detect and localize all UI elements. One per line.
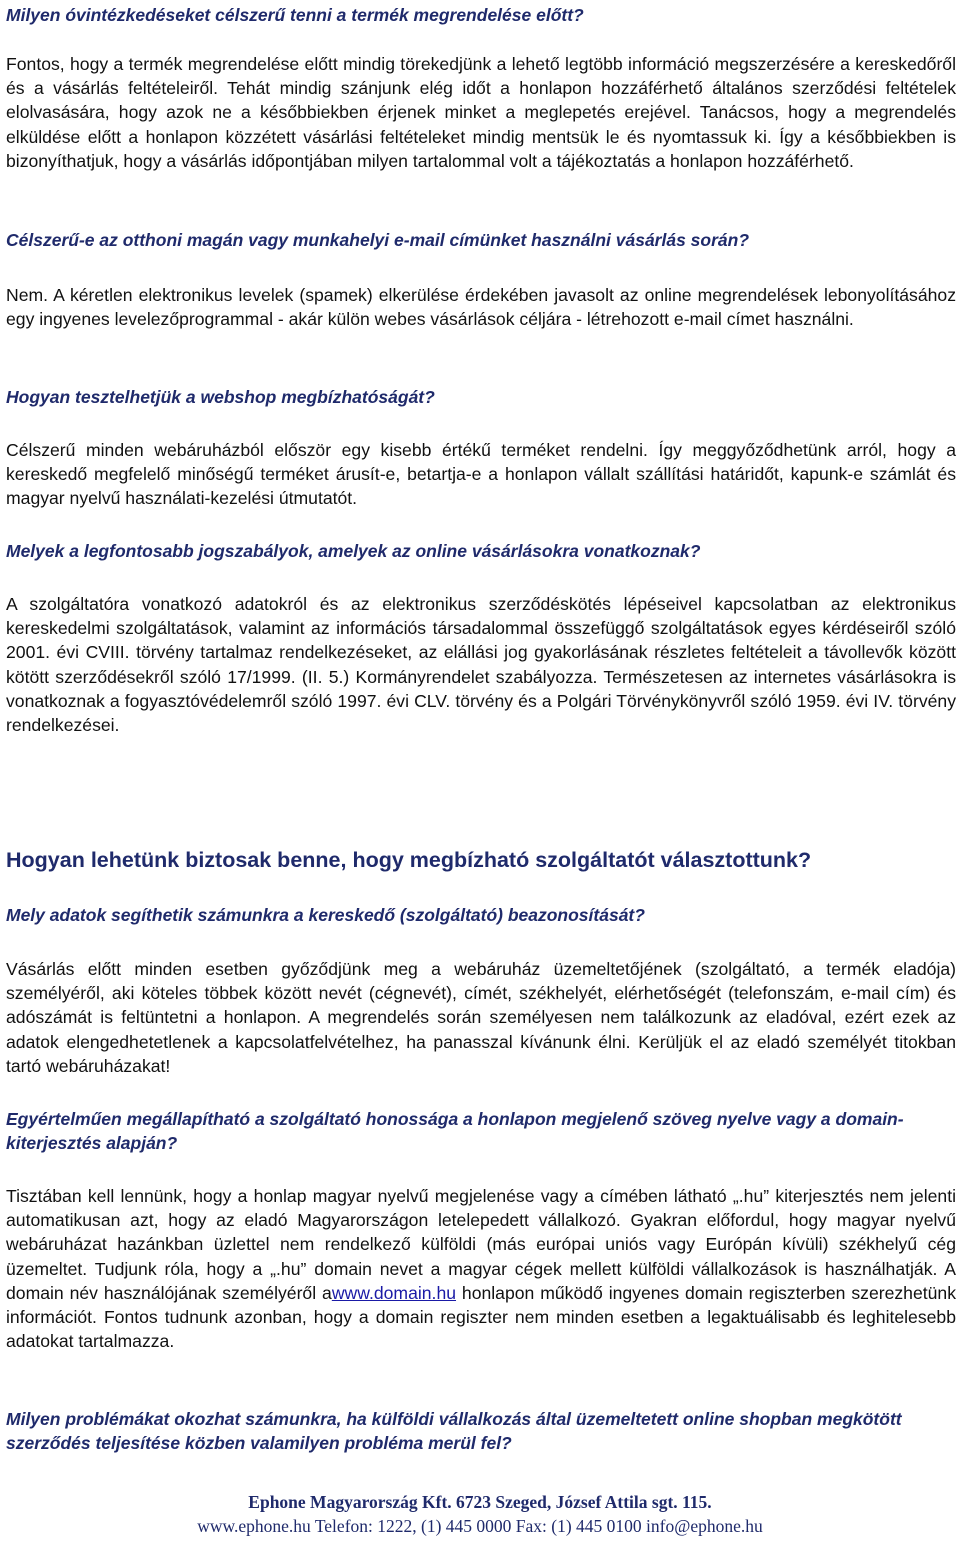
paragraph-identify-seller: Vásárlás előtt minden esetben győződjünk meg a webáruház üzemeltetőjének (szolgáltató, a termék eladója) személyéről, aki köteles többek között nevét (cégnevét), címét, székhelyét, elérhetőségét (telefonszám, e-mail cím) és adószámát is feltüntetni a honlapon. A megrendelés során személyesen nem találkozunk az eladóval, ezért ezek az adatok elengedhetetlenek a kapcsolatfelvételhez, ha panasszal kívánunk élni. Kerüljük el az eladó személyét titokban tartó webáruházakat!	[6, 959, 956, 1076]
footer-contact-line: www.ephone.hu Telefon: 1222, (1) 445 0000 Fax: (1) 445 0100 info@ephone.hu	[197, 1516, 763, 1536]
question-identify-seller: Mely adatok segíthetik számunkra a kereskedő (szolgáltató) beazonosítását?	[6, 905, 645, 925]
footer	[0, 1490, 960, 1538]
question-email: Célszerű-e az otthoni magán vagy munkahelyi e-mail címünket használni vásárlás során?	[6, 230, 750, 250]
question-laws: Melyek a legfontosabb jogszabályok, amelyek az online vásárlásokra vonatkoznak?	[6, 541, 701, 561]
paragraph-email: Nem. A kéretlen elektronikus levelek (spamek) elkerülése érdekében javasolt az online megrendelések lebonyolításához egy ingyenes levelezőprogrammal - akár külön webes vásárlások céljára - létrehozott e-mail címet használni.	[6, 285, 956, 330]
paragraph-domain-text-before: Tisztában kell lennünk, hogy a honlap magyar nyelvű megjelenése vagy a címében látható „.hu” kiterjesztés nem jelenti automatikusan azt, hogy az eladó Magyarországon letelepedett vállalkozó. Gyakran előfordul, hogy magyar nyelvű webáruházat hazánkban üzlettel nem rendelkező külföldi (más európai uniós vagy Európán kívüli) székhelyű cég üzemeltet. Tudjunk róla, hogy a „.hu” domain nevet a magyar cégek mellett külföldi vállalkozások is használhatják. A domain név használójának személyéről a	[6, 1186, 956, 1303]
paragraph-domain-text-after: honlapon működő ingyenes domain regiszterben szerezhetünk információt. Fontos tudnunk azonban, hogy a domain regiszter nem minden esetben a legaktuálisabb és leghitelesebb adatokat tartalmazza.	[6, 1282, 956, 1352]
paragraph-laws: A szolgáltatóra vonatkozó adatokról és az elektronikus szerződéskötés lépéseivel kapcsolatban az elektronikus kereskedelmi szolgáltatások, valamint az információs társadalommal összefüggő szolgáltatások egyes kérdéseiről szóló 2001. évi CVIII. törvény tartalmaz rendelkezéseket, az elállási jog gyakorlásának részletes feltételeit a távollevők között kötött szerződésekről szóló 17/1999. (II. 5.) Kormányrendelet szabályozza. Természetesen az internetes vásárlásokra is vonatkoznak a fogyasztóvédelemről szóló 1997. évi CLV. törvény és a Polgári Törvénykönyvről szóló 1959. évi IV. törvény rendelkezései.	[6, 594, 956, 736]
paragraph-test-webshop: Célszerű minden webáruházból először egy kisebb értékű terméket rendelni. Így meggyőződhetünk arról, hogy a kereskedő megfelelő minőségű terméket árusít-e, betartja-e a honlapon vállalt szállítási határidőt, kapunk-e számlát és magyar nyelvű használati-kezelési útmutatót.	[6, 440, 956, 509]
footer-company-line: Ephone Magyarország Kft. 6723 Szeged, József Attila sgt. 115.	[248, 1492, 712, 1512]
question-foreign-shop: Milyen problémákat okozhat számunkra, ha külföldi vállalkozás által üzemeltetett online shopban megkötött szerződés teljesítése közben valamilyen probléma merül fel?	[6, 1409, 902, 1453]
section-heading: Hogyan lehetünk biztosak benne, hogy megbízható szolgáltatót választottunk?	[6, 848, 812, 872]
paragraph-precautions: Fontos, hogy a termék megrendelése előtt mindig törekedjünk a lehető legtöbb információ megszerzésére a kereskedőről és a vásárlás feltételeiről. Tehát mindig szánjunk elég időt a honlapon hozzáférhető általános szerződési feltételek elolvasására, hogy azok ne a későbbiekben érjenek minket a meglepetés erejével. Tanácsos, hogy a megrendelés elküldése előtt a honlapon közzétett vásárlási feltételeket mindig mentsük le és nyomtassuk ki. Így a későbbiekben is bizonyíthatjuk, hogy a vásárlás időpontjában milyen tartalommal volt a tájékoztatás a honlapon hozzáférhető.	[6, 54, 956, 171]
question-precautions: Milyen óvintézkedéseket célszerű tenni a termék megrendelése előtt?	[6, 5, 584, 25]
question-test-webshop: Hogyan tesztelhetjük a webshop megbízhatóságát?	[6, 387, 435, 407]
paragraph-domain-origin	[6, 1184, 956, 1353]
question-domain-origin: Egyértelműen megállapítható a szolgáltató honossága a honlapon megjelenő szöveg nyelve vagy a domain-kiterjesztés alapján?	[6, 1109, 904, 1153]
domain-registry-link[interactable]: www.domain.hu	[331, 1282, 457, 1303]
